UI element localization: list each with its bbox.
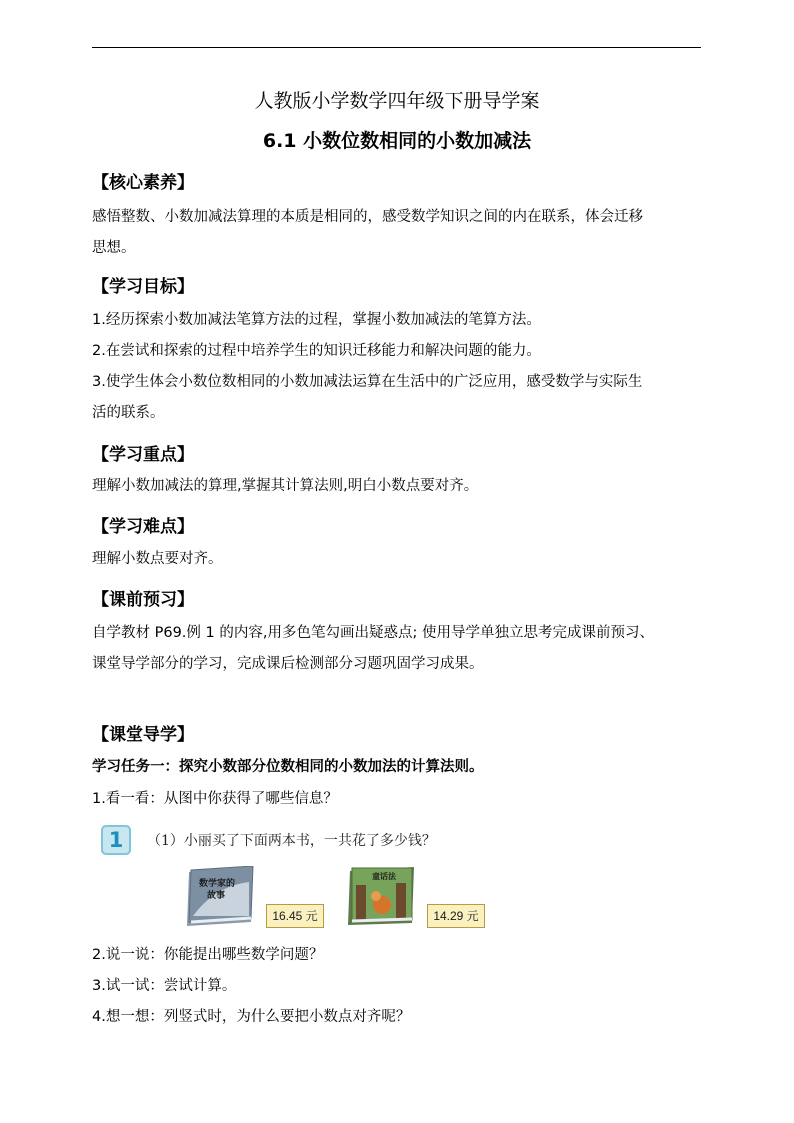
book1-title-line1: 数学家的 — [199, 879, 236, 889]
document-subtitle: 人教版小学数学四年级下册导学案 — [254, 90, 540, 112]
goals-list — [92, 305, 702, 429]
section-heading-key: 【学习重点】 — [92, 445, 194, 465]
question-look: 1.看一看：从图中你获得了哪些信息？ — [92, 791, 338, 807]
book-math-stories — [185, 866, 257, 928]
book1-price-tag: 16.45 元 — [266, 904, 324, 928]
preview-paragraph — [92, 618, 702, 680]
difficulty-paragraph: 理解小数点要对齐。 — [92, 551, 223, 567]
book2-price-tag: 14.29 元 — [427, 904, 485, 928]
book2-title: 童话法 — [372, 872, 396, 881]
example-figure — [101, 822, 501, 932]
core-paragraph — [92, 202, 702, 264]
document-title: 6.1 小数位数相同的小数加减法 — [262, 130, 532, 152]
core-line: 思想。 — [92, 240, 136, 256]
example-number-badge: 1 — [101, 825, 131, 855]
section-heading-guide: 【课堂导学】 — [92, 725, 194, 745]
section-heading-preview: 【课前预习】 — [92, 590, 194, 610]
core-line: 感悟整数、小数加减法算理的本质是相同的，感受数学知识之间的内在联系，体会迁移 — [92, 209, 643, 225]
goal-item: 活的联系。 — [92, 405, 165, 421]
key-paragraph: 理解小数加减法的算理,掌握其计算法则,明白小数点要对齐。 — [92, 478, 479, 494]
book-fairy-tales — [346, 865, 418, 927]
book1-title-line2: 故事 — [207, 891, 226, 901]
goal-item: 2.在尝试和探索的过程中培养学生的知识迁移能力和解决问题的能力。 — [92, 343, 541, 359]
goal-item: 3.使学生体会小数位数相同的小数加减法运算在生活中的广泛应用，感受数学与实际生 — [92, 374, 643, 390]
preview-line: 课堂导学部分的学习，完成课后检测部分习题巩固学习成果。 — [92, 656, 484, 672]
section-heading-goals: 【学习目标】 — [92, 277, 194, 297]
learning-task: 学习任务一：探究小数部分位数相同的小数加法的计算法则。 — [92, 759, 484, 775]
header-rule — [92, 47, 701, 48]
section-heading-core: 【核心素养】 — [92, 173, 194, 193]
example-question: （1）小丽买了下面两本书，一共花了多少钱？ — [147, 833, 436, 849]
preview-line: 自学教材 P69.例 1 的内容,用多色笔勾画出疑惑点; 使用导学单独立思考完成课前预习、 — [92, 625, 654, 641]
question-say: 2.说一说：你能提出哪些数学问题？ — [92, 947, 324, 963]
question-try: 3.试一试：尝试计算。 — [92, 978, 237, 994]
goal-item: 1.经历探索小数加减法笔算方法的过程，掌握小数加减法的笔算方法。 — [92, 312, 541, 328]
question-think: 4.想一想：列竖式时，为什么要把小数点对齐呢？ — [92, 1009, 411, 1025]
section-heading-difficulty: 【学习难点】 — [92, 517, 194, 537]
